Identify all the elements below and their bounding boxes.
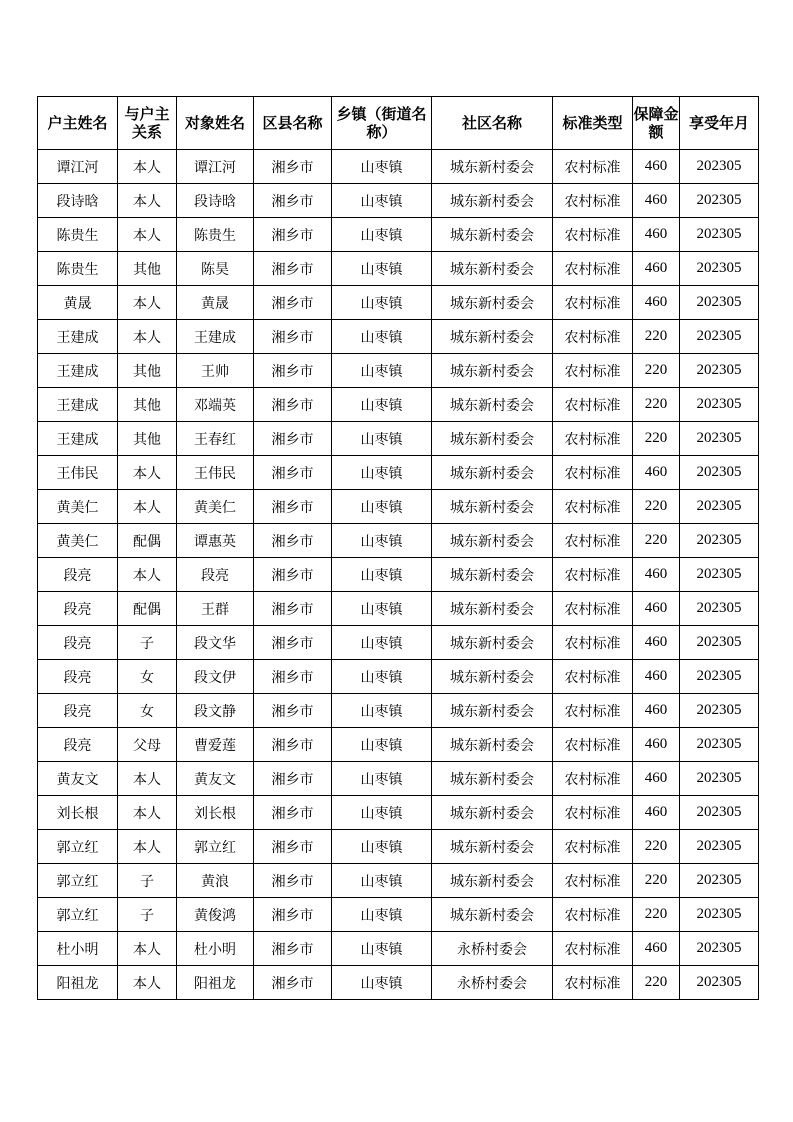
subject-name-cell: 陈昊 [177,252,254,286]
amount-cell: 460 [633,252,680,286]
community-cell: 城东新村委会 [432,830,553,864]
community-cell: 城东新村委会 [432,252,553,286]
householder-cell: 段亮 [38,694,118,728]
period-cell: 202305 [680,694,759,728]
householder-cell: 刘长根 [38,796,118,830]
community-cell: 城东新村委会 [432,490,553,524]
period-cell: 202305 [680,966,759,1000]
amount-cell: 220 [633,320,680,354]
relation-cell: 本人 [118,830,177,864]
col-header-period: 享受年月 [680,97,759,150]
standard-type-cell: 农村标准 [553,796,633,830]
standard-type-cell: 农村标准 [553,150,633,184]
standard-type-cell: 农村标准 [553,558,633,592]
period-cell: 202305 [680,286,759,320]
table-row [38,150,759,184]
standard-type-cell: 农村标准 [553,966,633,1000]
householder-cell: 杜小明 [38,932,118,966]
amount-cell: 460 [633,694,680,728]
table-body [38,150,759,1000]
subject-name-cell: 曹爱莲 [177,728,254,762]
relation-cell: 其他 [118,252,177,286]
community-cell: 城东新村委会 [432,728,553,762]
table-row [38,966,759,1000]
standard-type-cell: 农村标准 [553,660,633,694]
table-row [38,660,759,694]
county-cell: 湘乡市 [254,388,332,422]
table-row [38,728,759,762]
col-header-township: 乡镇（街道名称） [332,97,432,150]
county-cell: 湘乡市 [254,184,332,218]
township-cell: 山枣镇 [332,286,432,320]
township-cell: 山枣镇 [332,796,432,830]
amount-cell: 460 [633,796,680,830]
township-cell: 山枣镇 [332,184,432,218]
householder-cell: 郭立红 [38,864,118,898]
county-cell: 湘乡市 [254,150,332,184]
period-cell: 202305 [680,762,759,796]
community-cell: 城东新村委会 [432,898,553,932]
table-row [38,252,759,286]
standard-type-cell: 农村标准 [553,218,633,252]
relation-cell: 本人 [118,150,177,184]
period-cell: 202305 [680,150,759,184]
subject-name-cell: 杜小明 [177,932,254,966]
table-row [38,898,759,932]
subject-name-cell: 谭江河 [177,150,254,184]
standard-type-cell: 农村标准 [553,524,633,558]
subject-name-cell: 黄浪 [177,864,254,898]
period-cell: 202305 [680,184,759,218]
amount-cell: 460 [633,184,680,218]
amount-cell: 220 [633,524,680,558]
period-cell: 202305 [680,728,759,762]
householder-cell: 陈贵生 [38,218,118,252]
standard-type-cell: 农村标准 [553,320,633,354]
county-cell: 湘乡市 [254,286,332,320]
standard-type-cell: 农村标准 [553,932,633,966]
relation-cell: 本人 [118,932,177,966]
table-row [38,422,759,456]
period-cell: 202305 [680,592,759,626]
amount-cell: 460 [633,150,680,184]
county-cell: 湘乡市 [254,898,332,932]
standard-type-cell: 农村标准 [553,728,633,762]
period-cell: 202305 [680,354,759,388]
standard-type-cell: 农村标准 [553,898,633,932]
township-cell: 山枣镇 [332,864,432,898]
township-cell: 山枣镇 [332,830,432,864]
amount-cell: 220 [633,864,680,898]
householder-cell: 王建成 [38,320,118,354]
relation-cell: 女 [118,660,177,694]
standard-type-cell: 农村标准 [553,184,633,218]
community-cell: 城东新村委会 [432,524,553,558]
householder-cell: 段亮 [38,728,118,762]
table-row [38,218,759,252]
col-header-amount: 保障金额 [633,97,680,150]
standard-type-cell: 农村标准 [553,354,633,388]
county-cell: 湘乡市 [254,728,332,762]
table-row [38,320,759,354]
township-cell: 山枣镇 [332,932,432,966]
period-cell: 202305 [680,558,759,592]
table-row [38,932,759,966]
township-cell: 山枣镇 [332,320,432,354]
standard-type-cell: 农村标准 [553,592,633,626]
period-cell: 202305 [680,490,759,524]
standard-type-cell: 农村标准 [553,388,633,422]
county-cell: 湘乡市 [254,796,332,830]
subject-name-cell: 黄美仁 [177,490,254,524]
amount-cell: 460 [633,660,680,694]
community-cell: 城东新村委会 [432,422,553,456]
community-cell: 永桥村委会 [432,932,553,966]
county-cell: 湘乡市 [254,558,332,592]
period-cell: 202305 [680,796,759,830]
amount-cell: 460 [633,626,680,660]
township-cell: 山枣镇 [332,354,432,388]
relation-cell: 配偶 [118,524,177,558]
community-cell: 城东新村委会 [432,762,553,796]
community-cell: 城东新村委会 [432,864,553,898]
township-cell: 山枣镇 [332,456,432,490]
relation-cell: 其他 [118,354,177,388]
standard-type-cell: 农村标准 [553,762,633,796]
subject-name-cell: 王伟民 [177,456,254,490]
householder-cell: 王建成 [38,388,118,422]
period-cell: 202305 [680,320,759,354]
township-cell: 山枣镇 [332,388,432,422]
standard-type-cell: 农村标准 [553,456,633,490]
householder-cell: 段亮 [38,592,118,626]
table-row [38,830,759,864]
subject-name-cell: 王帅 [177,354,254,388]
subject-name-cell: 段文静 [177,694,254,728]
table-row [38,626,759,660]
county-cell: 湘乡市 [254,966,332,1000]
standard-type-cell: 农村标准 [553,626,633,660]
amount-cell: 220 [633,830,680,864]
householder-cell: 黄晟 [38,286,118,320]
table-row [38,286,759,320]
county-cell: 湘乡市 [254,660,332,694]
table-row [38,864,759,898]
subject-name-cell: 陈贵生 [177,218,254,252]
relation-cell: 本人 [118,762,177,796]
period-cell: 202305 [680,422,759,456]
householder-cell: 谭江河 [38,150,118,184]
community-cell: 城东新村委会 [432,320,553,354]
county-cell: 湘乡市 [254,694,332,728]
householder-cell: 段亮 [38,558,118,592]
period-cell: 202305 [680,388,759,422]
table-row [38,490,759,524]
county-cell: 湘乡市 [254,864,332,898]
amount-cell: 460 [633,728,680,762]
county-cell: 湘乡市 [254,422,332,456]
community-cell: 城东新村委会 [432,354,553,388]
period-cell: 202305 [680,626,759,660]
householder-cell: 黄友文 [38,762,118,796]
relation-cell: 子 [118,898,177,932]
col-header-community: 社区名称 [432,97,553,150]
standard-type-cell: 农村标准 [553,286,633,320]
community-cell: 城东新村委会 [432,286,553,320]
standard-type-cell: 农村标准 [553,490,633,524]
community-cell: 城东新村委会 [432,218,553,252]
subject-name-cell: 郭立红 [177,830,254,864]
standard-type-cell: 农村标准 [553,830,633,864]
subject-name-cell: 黄友文 [177,762,254,796]
relation-cell: 女 [118,694,177,728]
householder-cell: 段亮 [38,660,118,694]
standard-type-cell: 农村标准 [553,694,633,728]
amount-cell: 220 [633,388,680,422]
col-header-relation: 与户主关系 [118,97,177,150]
amount-cell: 460 [633,218,680,252]
householder-cell: 郭立红 [38,830,118,864]
township-cell: 山枣镇 [332,422,432,456]
community-cell: 城东新村委会 [432,626,553,660]
subject-name-cell: 段诗晗 [177,184,254,218]
table-row [38,558,759,592]
county-cell: 湘乡市 [254,252,332,286]
township-cell: 山枣镇 [332,524,432,558]
amount-cell: 220 [633,354,680,388]
householder-cell: 黄美仁 [38,490,118,524]
amount-cell: 460 [633,558,680,592]
amount-cell: 220 [633,422,680,456]
roster-table [37,96,759,1000]
county-cell: 湘乡市 [254,626,332,660]
relation-cell: 本人 [118,184,177,218]
township-cell: 山枣镇 [332,592,432,626]
period-cell: 202305 [680,660,759,694]
relation-cell: 本人 [118,286,177,320]
amount-cell: 460 [633,932,680,966]
amount-cell: 460 [633,592,680,626]
community-cell: 城东新村委会 [432,388,553,422]
subject-name-cell: 王建成 [177,320,254,354]
table-row [38,524,759,558]
table-row [38,388,759,422]
col-header-standard-type: 标准类型 [553,97,633,150]
township-cell: 山枣镇 [332,898,432,932]
relation-cell: 本人 [118,218,177,252]
subject-name-cell: 黄俊鸿 [177,898,254,932]
township-cell: 山枣镇 [332,966,432,1000]
period-cell: 202305 [680,218,759,252]
period-cell: 202305 [680,524,759,558]
relation-cell: 本人 [118,558,177,592]
amount-cell: 220 [633,898,680,932]
amount-cell: 460 [633,762,680,796]
county-cell: 湘乡市 [254,524,332,558]
county-cell: 湘乡市 [254,932,332,966]
table-row [38,694,759,728]
relation-cell: 本人 [118,796,177,830]
township-cell: 山枣镇 [332,762,432,796]
township-cell: 山枣镇 [332,252,432,286]
householder-cell: 阳祖龙 [38,966,118,1000]
standard-type-cell: 农村标准 [553,422,633,456]
county-cell: 湘乡市 [254,320,332,354]
relation-cell: 本人 [118,456,177,490]
relation-cell: 父母 [118,728,177,762]
householder-cell: 王建成 [38,354,118,388]
householder-cell: 郭立红 [38,898,118,932]
standard-type-cell: 农村标准 [553,864,633,898]
relation-cell: 子 [118,864,177,898]
relation-cell: 本人 [118,490,177,524]
amount-cell: 460 [633,456,680,490]
community-cell: 城东新村委会 [432,456,553,490]
community-cell: 永桥村委会 [432,966,553,1000]
period-cell: 202305 [680,898,759,932]
subject-name-cell: 段亮 [177,558,254,592]
township-cell: 山枣镇 [332,626,432,660]
community-cell: 城东新村委会 [432,660,553,694]
township-cell: 山枣镇 [332,490,432,524]
township-cell: 山枣镇 [332,728,432,762]
period-cell: 202305 [680,456,759,490]
county-cell: 湘乡市 [254,830,332,864]
col-header-subject-name: 对象姓名 [177,97,254,150]
community-cell: 城东新村委会 [432,592,553,626]
community-cell: 城东新村委会 [432,184,553,218]
township-cell: 山枣镇 [332,150,432,184]
county-cell: 湘乡市 [254,218,332,252]
subject-name-cell: 刘长根 [177,796,254,830]
header-row [38,97,759,150]
subject-name-cell: 谭惠英 [177,524,254,558]
subject-name-cell: 邓端英 [177,388,254,422]
householder-cell: 王建成 [38,422,118,456]
relation-cell: 本人 [118,966,177,1000]
period-cell: 202305 [680,864,759,898]
county-cell: 湘乡市 [254,592,332,626]
householder-cell: 段亮 [38,626,118,660]
county-cell: 湘乡市 [254,762,332,796]
subject-name-cell: 段文华 [177,626,254,660]
subject-name-cell: 段文伊 [177,660,254,694]
relation-cell: 子 [118,626,177,660]
county-cell: 湘乡市 [254,456,332,490]
township-cell: 山枣镇 [332,558,432,592]
table-row [38,592,759,626]
subject-name-cell: 王春红 [177,422,254,456]
amount-cell: 220 [633,966,680,1000]
amount-cell: 220 [633,490,680,524]
amount-cell: 460 [633,286,680,320]
community-cell: 城东新村委会 [432,796,553,830]
col-header-householder: 户主姓名 [38,97,118,150]
relation-cell: 其他 [118,388,177,422]
period-cell: 202305 [680,932,759,966]
table-row [38,796,759,830]
subject-name-cell: 王群 [177,592,254,626]
householder-cell: 段诗晗 [38,184,118,218]
county-cell: 湘乡市 [254,490,332,524]
period-cell: 202305 [680,830,759,864]
township-cell: 山枣镇 [332,694,432,728]
period-cell: 202305 [680,252,759,286]
subject-name-cell: 阳祖龙 [177,966,254,1000]
community-cell: 城东新村委会 [432,558,553,592]
table-row [38,354,759,388]
householder-cell: 王伟民 [38,456,118,490]
community-cell: 城东新村委会 [432,150,553,184]
relation-cell: 配偶 [118,592,177,626]
table-row [38,762,759,796]
subject-name-cell: 黄晟 [177,286,254,320]
table-row [38,184,759,218]
county-cell: 湘乡市 [254,354,332,388]
householder-cell: 陈贵生 [38,252,118,286]
standard-type-cell: 农村标准 [553,252,633,286]
relation-cell: 本人 [118,320,177,354]
col-header-county: 区县名称 [254,97,332,150]
community-cell: 城东新村委会 [432,694,553,728]
table-row [38,456,759,490]
relation-cell: 其他 [118,422,177,456]
township-cell: 山枣镇 [332,218,432,252]
township-cell: 山枣镇 [332,660,432,694]
householder-cell: 黄美仁 [38,524,118,558]
